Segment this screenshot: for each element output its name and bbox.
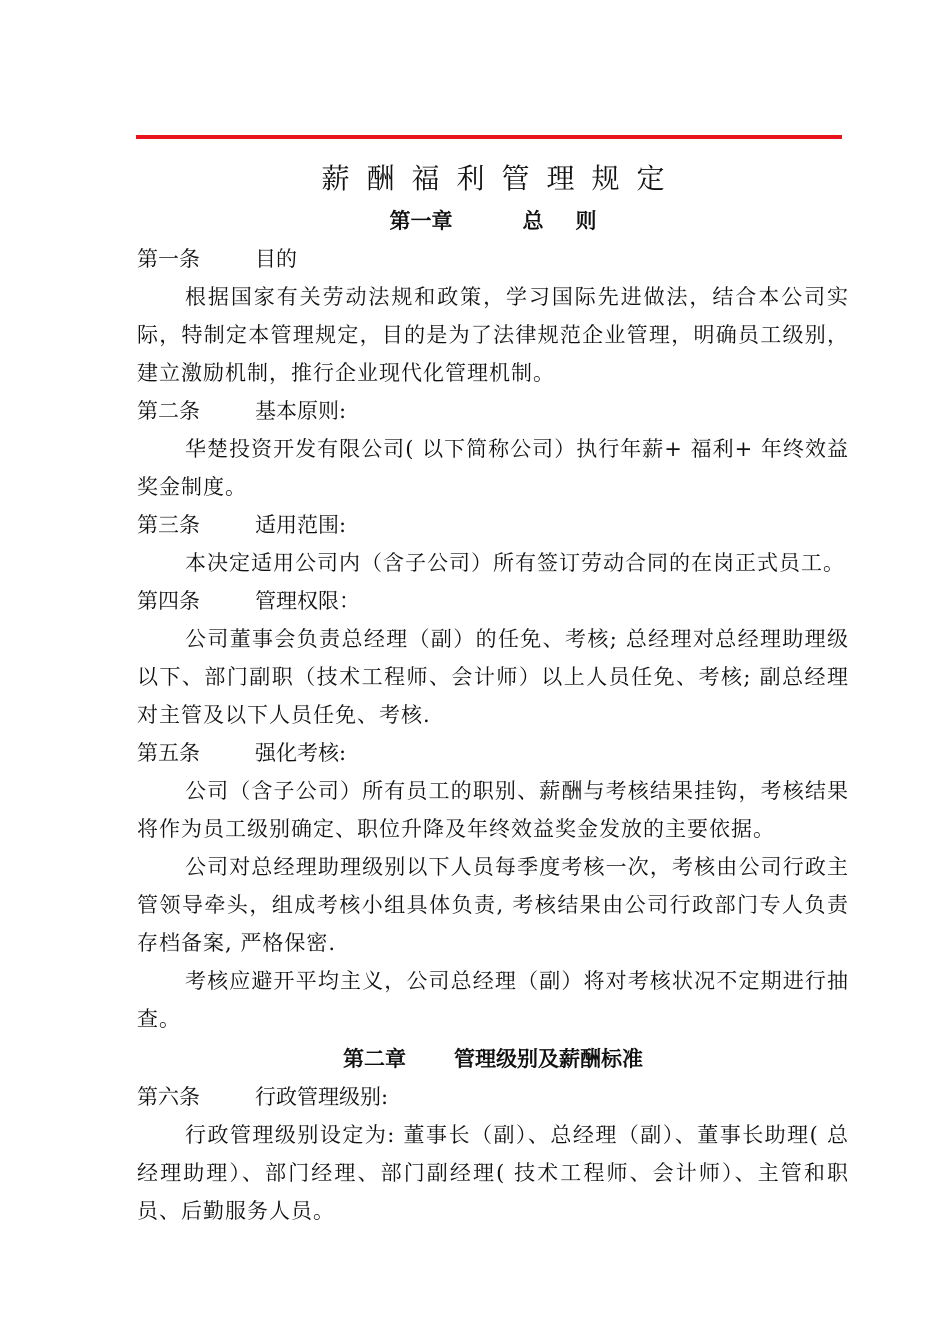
chapter-1-heading (137, 202, 849, 240)
document-body (137, 156, 849, 1230)
article-3-paragraph: 本决定适用公司内（含子公司）所有签订劳动合同的在岗正式员工。 (185, 551, 845, 575)
chapter-1-name-part2: 则 (575, 209, 597, 233)
header-red-rule (136, 135, 842, 139)
chapter-2-number: 第二章 (343, 1047, 406, 1071)
article-3-title: 适用范围: (255, 513, 347, 537)
chapter-2-heading (137, 1040, 849, 1078)
article-5-paragraph-c: 考核应避开平均主义，公司总经理（副）将对考核状况不定期进行抽查。 (137, 969, 849, 1031)
article-6-heading (137, 1078, 849, 1116)
chapter-1-name-part1: 总 (522, 209, 544, 233)
article-2-heading (137, 392, 849, 430)
article-4-paragraph: 公司董事会负责总经理（副）的任免、考核; 总经理对总经理助理级以下、部门副职（技术工程师、会计师）以上人员任免、考核; 副总经理对主管及以下人员任免、考核. (137, 627, 849, 727)
article-6-title: 行政管理级别: (255, 1085, 389, 1109)
article-3-heading (137, 506, 849, 544)
article-5-title: 强化考核: (255, 741, 347, 765)
article-2-title: 基本原则: (255, 399, 347, 423)
chapter-1-number: 第一章 (389, 209, 453, 233)
article-1-title: 目的 (255, 247, 297, 271)
article-4-number: 第四条 (137, 589, 200, 613)
article-6-paragraph: 行政管理级别设定为: 董事长（副）、总经理（副）、董事长助理( 总经理助理）、部门经理、部门副经理( 技术工程师、会计师）、主管和职员、后勤服务人员。 (137, 1123, 849, 1223)
chapter-2-name: 管理级别及薪酬标准 (454, 1047, 643, 1071)
article-4-title: 管理权限： (255, 589, 360, 613)
article-4-heading (137, 582, 849, 620)
article-1-number: 第一条 (137, 247, 200, 271)
article-5-number: 第五条 (137, 741, 200, 765)
article-1-paragraph: 根据国家有关劳动法规和政策，学习国际先进做法，结合本公司实际，特制定本管理规定，目的是为了法律规范企业管理，明确员工级别，建立激励机制，推行企业现代化管理机制。 (137, 285, 849, 385)
document-title: 薪酬福利管理规定 (321, 162, 682, 195)
article-3-number: 第三条 (137, 513, 200, 537)
article-2-paragraph: 华楚投资开发有限公司( 以下简称公司）执行年薪+ 福利+ 年终效益奖金制度。 (137, 437, 849, 499)
article-5-paragraph-b: 公司对总经理助理级别以下人员每季度考核一次，考核由公司行政主管领导牵头，组成考核小组具体负责, 考核结果由公司行政部门专人负责存档备案, 严格保密. (137, 855, 849, 955)
article-1-heading (137, 240, 849, 278)
article-5-paragraph-a: 公司（含子公司）所有员工的职别、薪酬与考核结果挂钩，考核结果将作为员工级别确定、职位升降及年终效益奖金发放的主要依据。 (137, 779, 849, 841)
article-6-number: 第六条 (137, 1085, 200, 1109)
article-2-number: 第二条 (137, 399, 200, 423)
article-5-heading (137, 734, 849, 772)
